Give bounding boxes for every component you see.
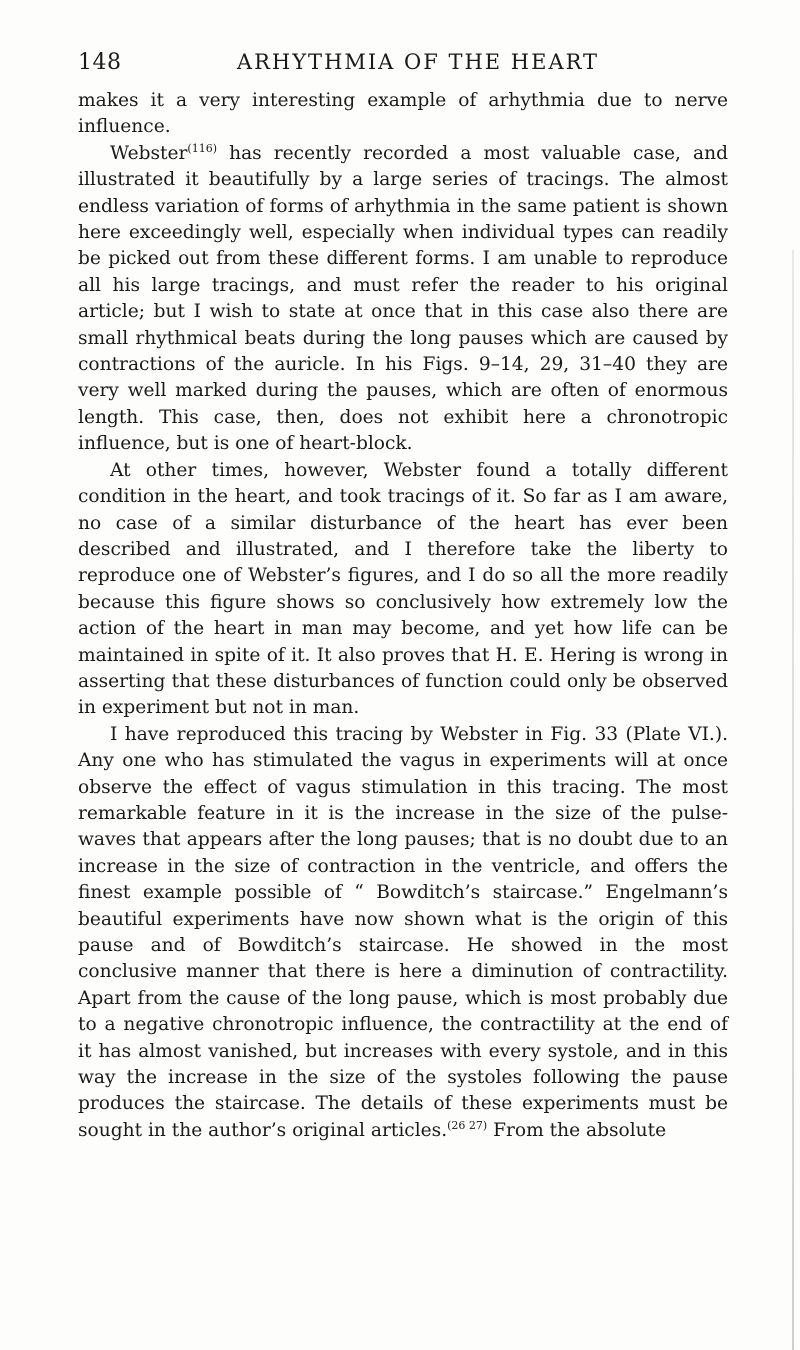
paragraph-text: At other times, however, Webster found a totally different condition in the heart, and took tracings of it. So far as I am aware, no case of a similar disturbance of the heart has ever been described and illustrated, and I therefore take the liberty to reproduce one of Webster’s figures, and I do so all the more readily because this figure shows so conclusively how extremely low the action of the heart in man may become, and yet how life can be maintained in spite of it. It also proves that H. E. Hering is wrong in asserting that these disturbances of function could only be observed in experiment but not in man. <box>78 459 728 719</box>
paragraph-continued <box>78 88 728 141</box>
running-title: ARHYTHMIA OF THE HEART <box>236 50 600 74</box>
paragraph-text: has recently recorded a most valuable case, and illustrated it beautifully by a large series of tracings. The almost endless variation of forms of arhythmia in the same patient is shown here exceedingly well, especially when individual types can readily be picked out from these different forms. I am unable to reproduce all his large tracings, and must refer the reader to his original article; but I wish to state at once that in this case also there are small rhythmical beats during the long pauses which are caused by contractions of the auricle. In his Figs. 9–14, 29, 31–40 they are very well marked during the pauses, which are often of enormous length. This case, then, does not exhibit here a chronotropic influence, but is one of heart-block. <box>78 142 728 455</box>
page-number: 148 <box>78 50 122 75</box>
reference-marker: (116) <box>187 141 218 155</box>
paragraph-other-condition <box>78 458 728 722</box>
paragraph-webster-case <box>78 141 728 458</box>
page-edge-shadow <box>792 250 794 1350</box>
author-name: Webster <box>110 142 188 164</box>
paragraph-text: I have reproduced this tracing by Webster in Fig. 33 (Plate VI.). Any one who has stimulated the vagus in experiments will at once observe the effect of vagus stimulation in this tracing. The most remarkable feature in it is the increase in the size of the pulse-waves that appears after the long pauses; that is no doubt due to an increase in the size of contraction in the ventricle, and offers the finest example possible of “ Bowditch’s staircase.” Engelmann’s beautiful experiments have now shown what is the origin of this pause and of Bowditch’s staircase. He showed in the most conclusive manner that there is here a diminution of contractility. Apart from the cause of the long pause, which is most probably due to a negative chronotropic influence, the contractility at the end of it has almost vanished, but increases with every systole, and in this way the increase in the size of the systoles following the pause produces the staircase. The details of these experiments must be sought in the author’s original articles. <box>78 723 728 1141</box>
body-text <box>78 88 728 1144</box>
reference-marker: (26 27) <box>447 1118 488 1132</box>
paragraph-text: makes it a very interesting example of arhythmia due to nerve influence. <box>78 90 728 138</box>
paragraph-tail: From the absolute <box>487 1119 667 1141</box>
running-head <box>78 50 728 86</box>
paragraph-fig-33 <box>78 722 728 1145</box>
